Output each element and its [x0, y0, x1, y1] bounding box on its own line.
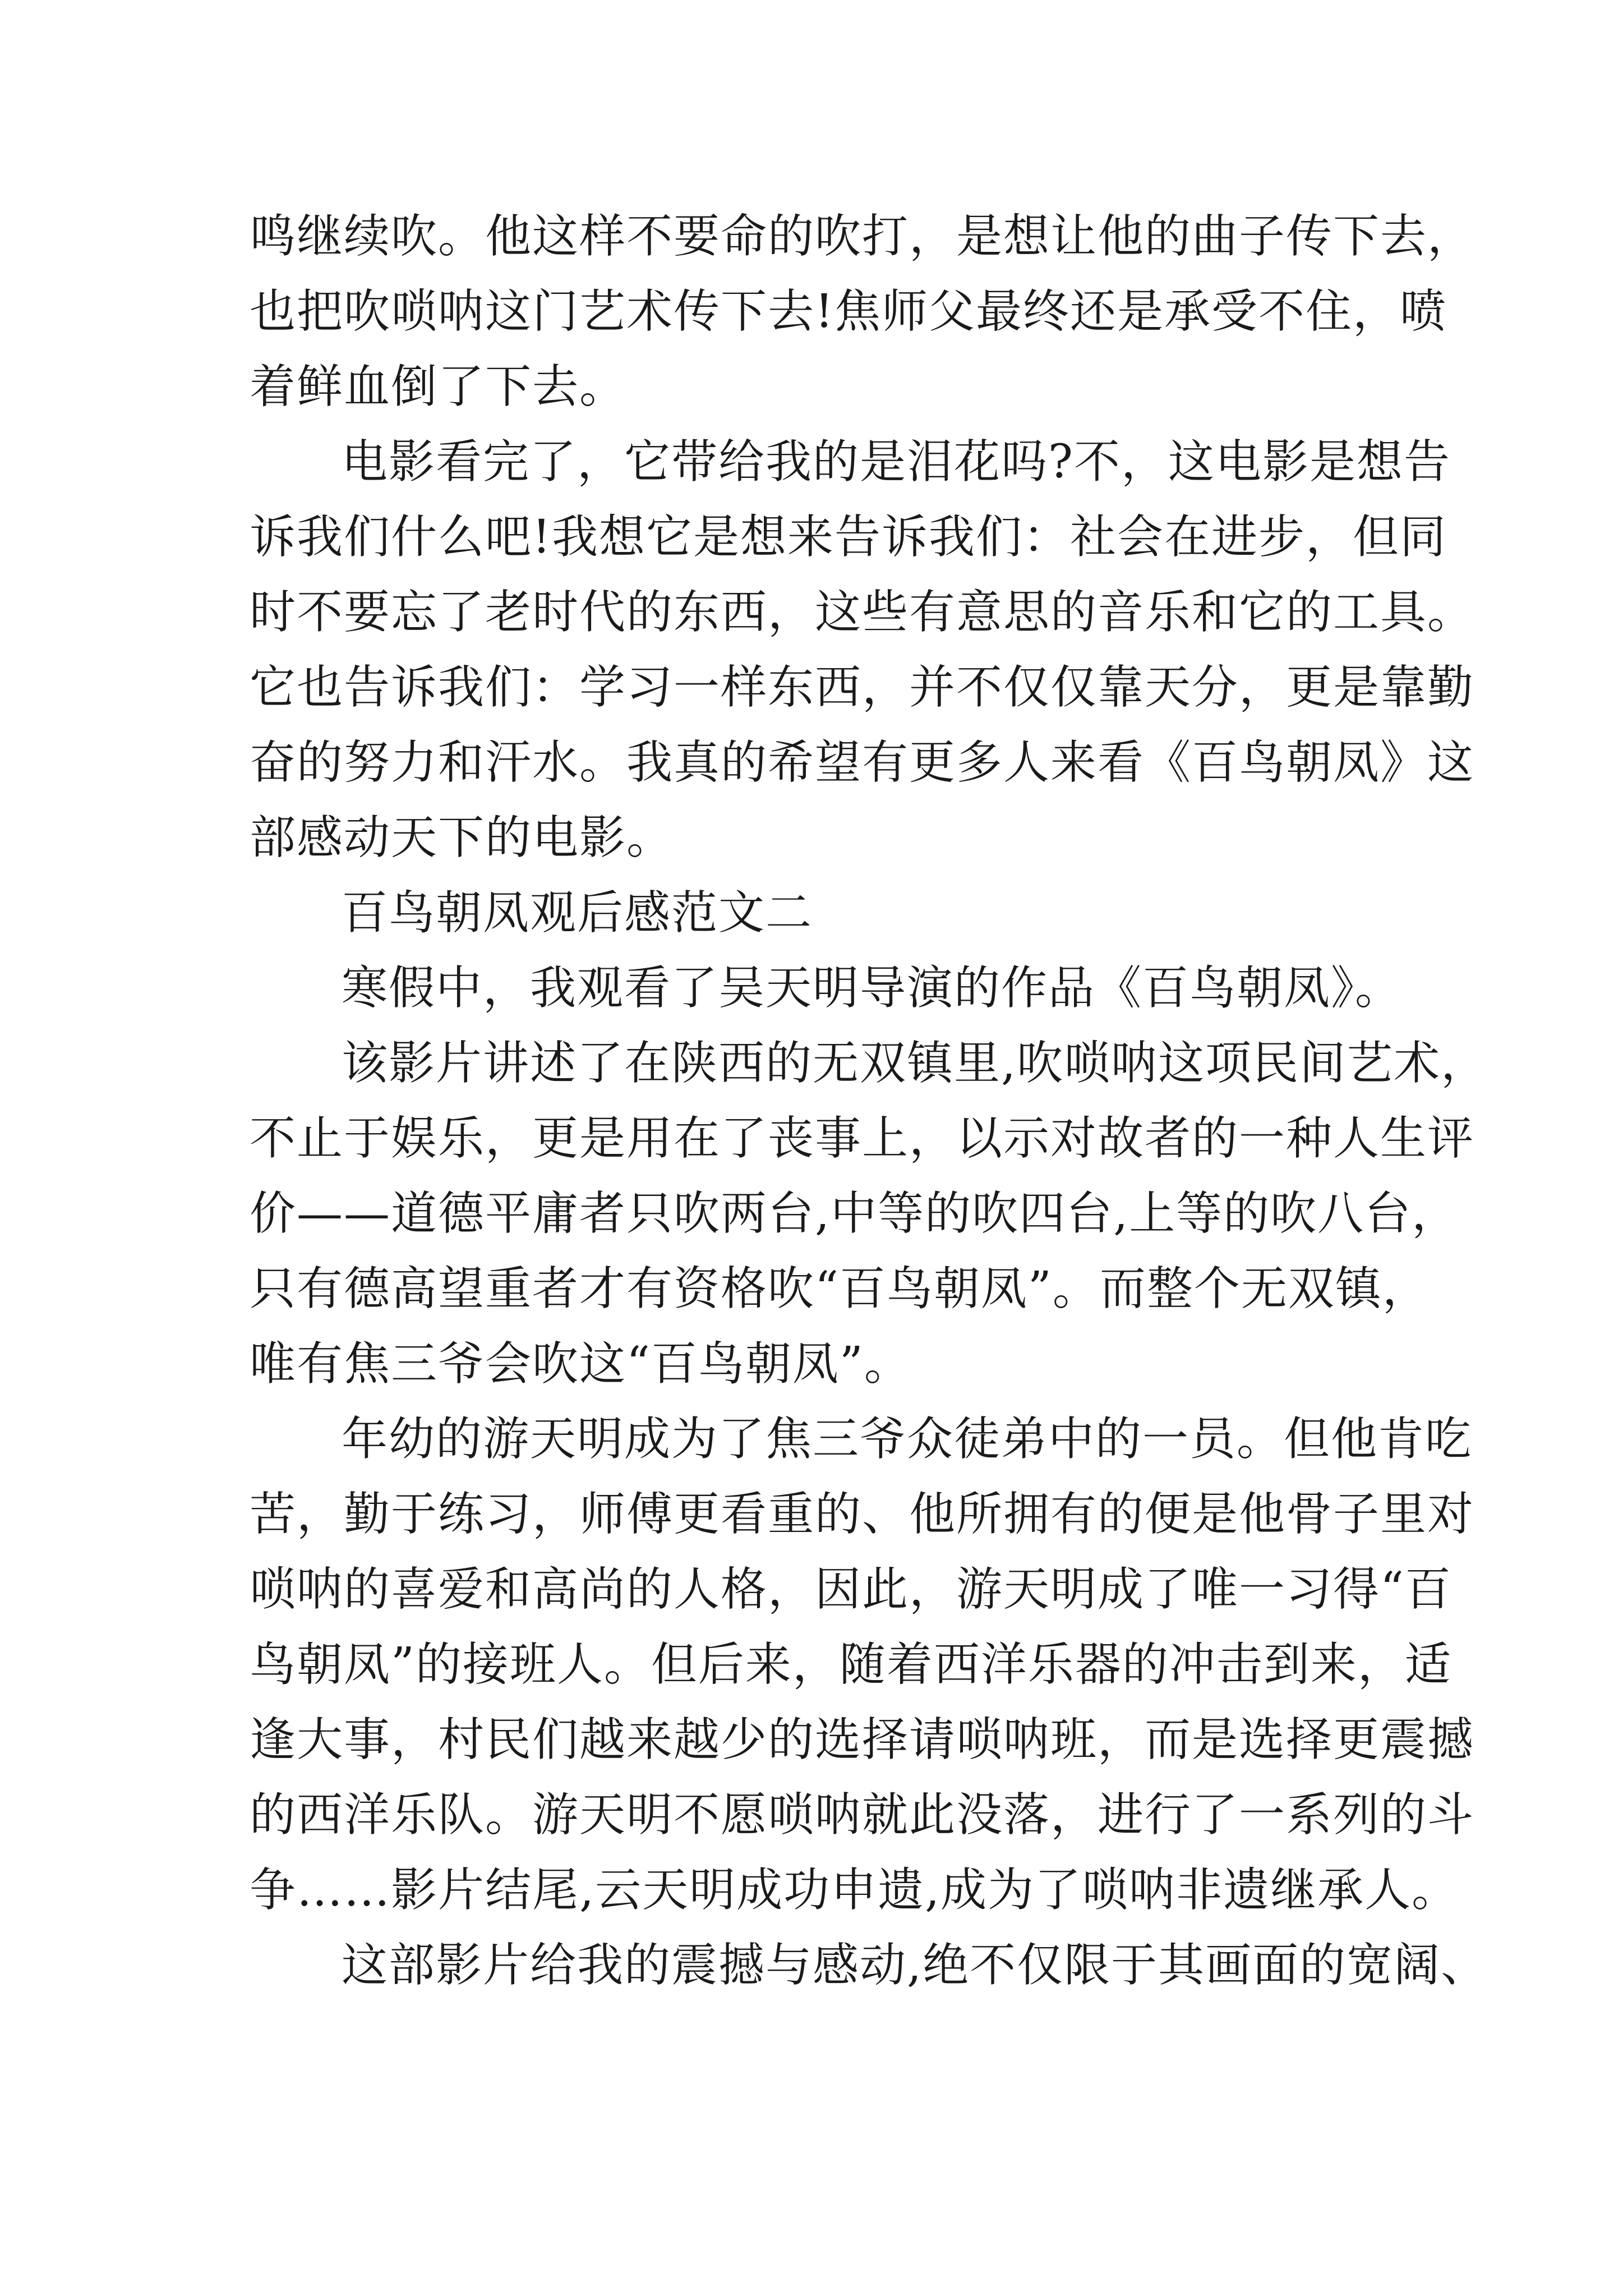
text-line: 电影看完了，它带给我的是泪花吗?不，这电影是想告	[342, 435, 1451, 489]
text-line: 苦，勤于练习，师傅更看重的、他所拥有的便是他骨子里对	[250, 1488, 1475, 1541]
text-line: 诉我们什么吧!我想它是想来告诉我们：社会在进步，但同	[250, 510, 1447, 564]
text-line: 鸟朝凤”的接班人。但后来，随着西洋乐器的冲击到来，适	[250, 1638, 1452, 1691]
text-line: 寒假中，我观看了吴天明导演的作品《百鸟朝凤》。	[342, 961, 1403, 1015]
text-line: 奋的努力和汗水。我真的希望有更多人来看《百鸟朝凤》这	[250, 736, 1475, 789]
text-line: 时不要忘了老时代的东西，这些有意思的音乐和它的工具。	[250, 586, 1475, 639]
text-line: 的西洋乐队。游天明不愿唢呐就此没落，进行了一系列的斗	[250, 1788, 1475, 1842]
text-line: 不止于娱乐，更是用在了丧事上，以示对故者的一种人生评	[250, 1112, 1475, 1165]
text-line: 这部影片给我的震撼与感动,绝不仅限于其画面的宽阔、	[342, 1939, 1488, 1992]
text-line: 年幼的游天明成为了焦三爷众徒弟中的一员。但他肯吃	[342, 1412, 1473, 1466]
text-line: 唯有焦三爷会吹这“百鸟朝凤”。	[250, 1337, 911, 1391]
text-line: 唢呐的喜爱和高尚的人格，因此，游天明成了唯一习得“百	[250, 1563, 1452, 1616]
text-line: 也把吹唢呐这门艺术传下去!焦师父最终还是承受不住，喷	[250, 285, 1447, 338]
text-line: 该影片讲述了在陕西的无双镇里,吹唢呐这项民间艺术，	[342, 1037, 1488, 1090]
text-line: 争……影片结尾,云天明成功申遗,成为了唢呐非遗继承人。	[250, 1864, 1459, 1917]
body-text	[250, 199, 1488, 2003]
text-line: 它也告诉我们：学习一样东西，并不仅仅靠天分，更是靠勤	[250, 661, 1475, 714]
text-line: 价——道德平庸者只吹两台,中等的吹四台,上等的吹八台，	[250, 1187, 1459, 1240]
section-heading: 百鸟朝凤观后感范文二	[342, 886, 813, 940]
text-line: 鸣继续吹。他这样不要命的吹打，是想让他的曲子传下去，	[250, 210, 1475, 263]
text-line: 部感动天下的电影。	[250, 811, 674, 864]
text-line: 只有德高望重者才有资格吹“百鸟朝凤”。而整个无双镇，	[250, 1262, 1430, 1315]
text-line: 逢大事，村民们越来越少的选择请唢呐班，而是选择更震撼	[250, 1713, 1475, 1766]
text-line: 着鲜血倒了下去。	[250, 360, 627, 413]
